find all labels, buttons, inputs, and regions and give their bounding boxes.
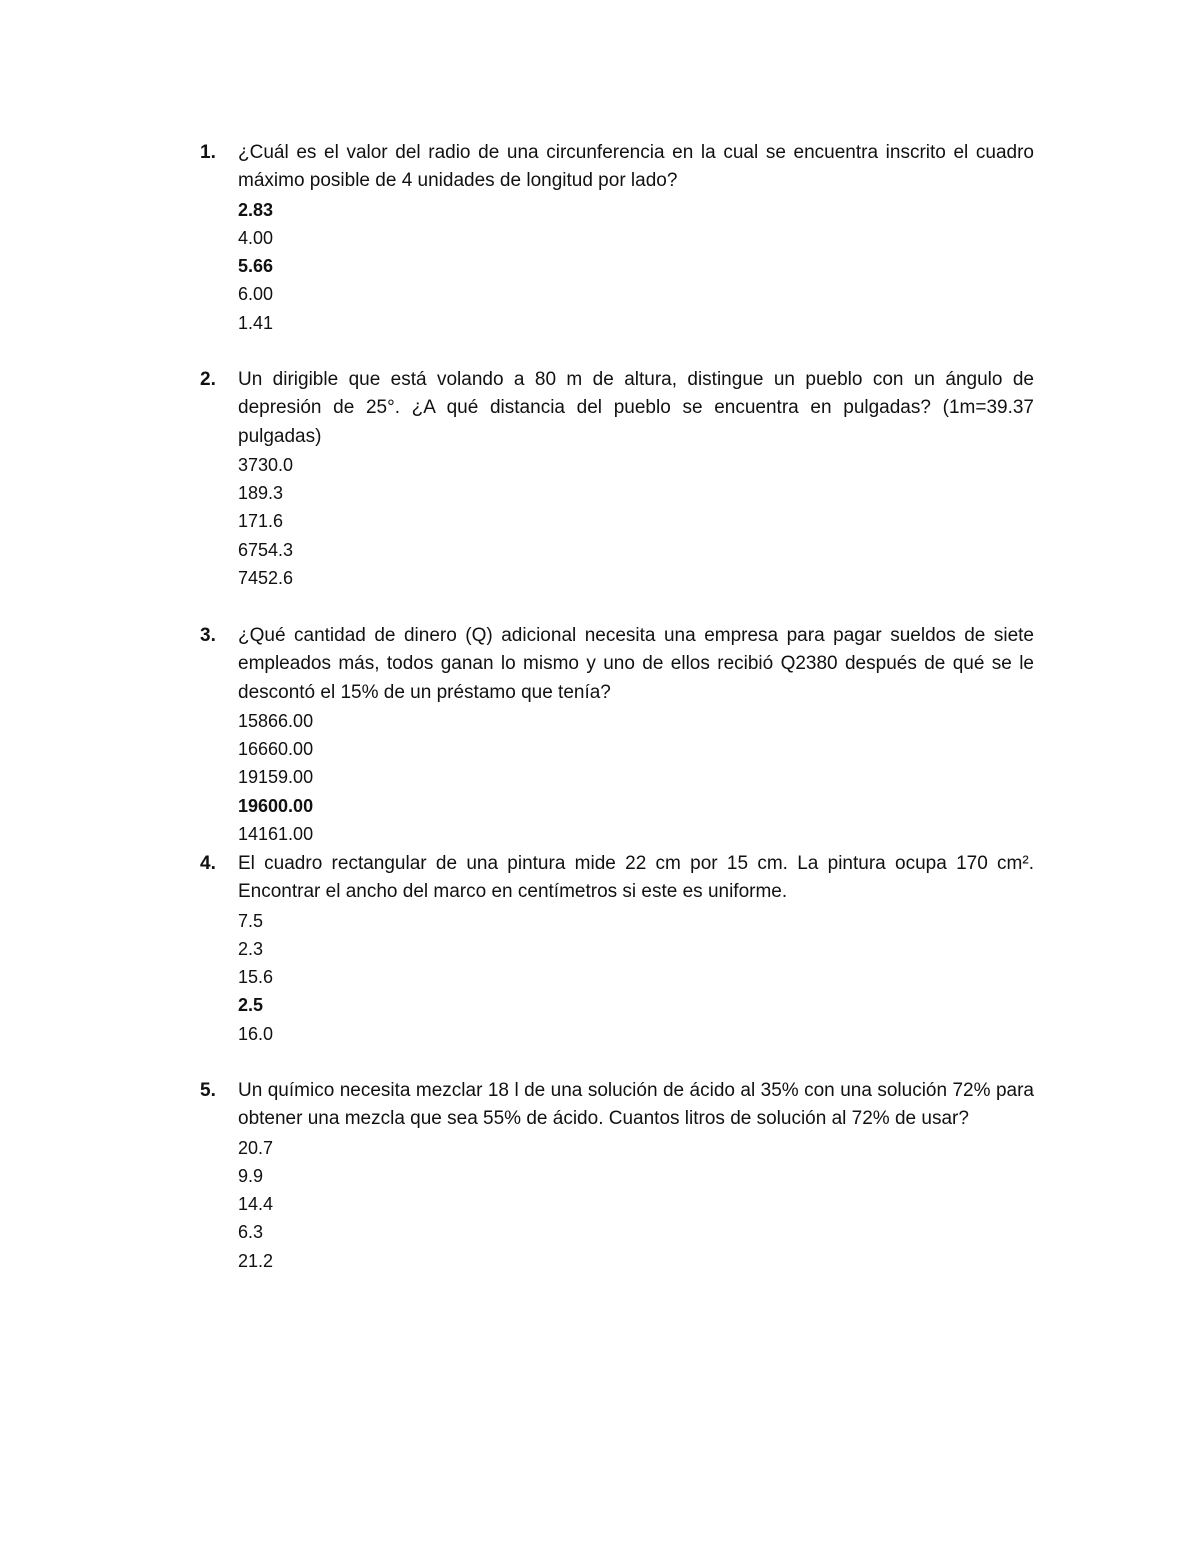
answer-options [238,707,1034,848]
answer-option: 171.6 [238,511,284,532]
answer-option: 15866.00 [238,710,314,731]
question-1 [200,139,1034,337]
question-text: Un dirigible que está volando a 80 m de altura, distingue un pueblo con un ángulo de depresión de 25°. ¿A qué distancia del pueblo se encuentra en pulgadas? (1m=39.37 pulgadas) [238,369,1034,447]
answer-option: 1.41 [238,312,274,333]
answer-option: 19600.00 [238,795,314,816]
answer-option: 2.3 [238,938,264,959]
answer-options [238,1134,1034,1275]
question-number: 4. [200,853,216,874]
answer-options [238,196,1034,337]
question-text: ¿Cuál es el valor del radio de una circunferencia en la cual se encuentra inscrito el cuadro máximo posible de 4 unidades de longitud por lado? [238,142,1034,192]
answer-option: 19159.00 [238,767,314,788]
question-2 [200,366,1034,592]
answer-option: 2.83 [238,199,274,220]
answer-option: 3730.0 [238,454,294,475]
answer-option: 7452.6 [238,568,294,589]
question-3 [200,622,1034,848]
answer-option: 6.00 [238,284,274,305]
answer-options [238,451,1034,592]
question-number: 5. [200,1080,216,1101]
answer-option: 5.66 [238,256,274,277]
answer-option: 7.5 [238,910,264,931]
answer-option: 14.4 [238,1194,274,1215]
question-number: 3. [200,625,216,646]
answer-option: 21.2 [238,1250,274,1271]
answer-option: 4.00 [238,227,274,248]
answer-option: 2.5 [238,995,264,1016]
question-number: 2. [200,369,216,390]
question-text: El cuadro rectangular de una pintura mide 22 cm por 15 cm. La pintura ocupa 170 cm². Encontrar el ancho del marco en centímetros si este es uniforme. [238,853,1034,903]
question-4 [200,850,1034,1048]
answer-option: 15.6 [238,967,274,988]
question-text: Un químico necesita mezclar 18 l de una solución de ácido al 35% con una solución 72% para obtener una mezcla que sea 55% de ácido. Cuantos litros de solución al 72% de usar? [238,1080,1034,1130]
question-number: 1. [200,142,216,163]
answer-option: 20.7 [238,1137,274,1158]
answer-option: 6.3 [238,1222,264,1243]
question-text: ¿Qué cantidad de dinero (Q) adicional necesita una empresa para pagar sueldos de siete empleados más, todos ganan lo mismo y uno de ellos recibió Q2380 después de qué se le descontó el 15% de un préstamo que tenía? [238,625,1034,703]
answer-option: 16.0 [238,1023,274,1044]
answer-option: 9.9 [238,1165,264,1186]
answer-option: 14161.00 [238,824,314,845]
answer-option: 189.3 [238,483,284,504]
question-5 [200,1077,1034,1275]
answer-option: 6754.3 [238,539,294,560]
answer-option: 16660.00 [238,739,314,760]
answer-options [238,907,1034,1048]
